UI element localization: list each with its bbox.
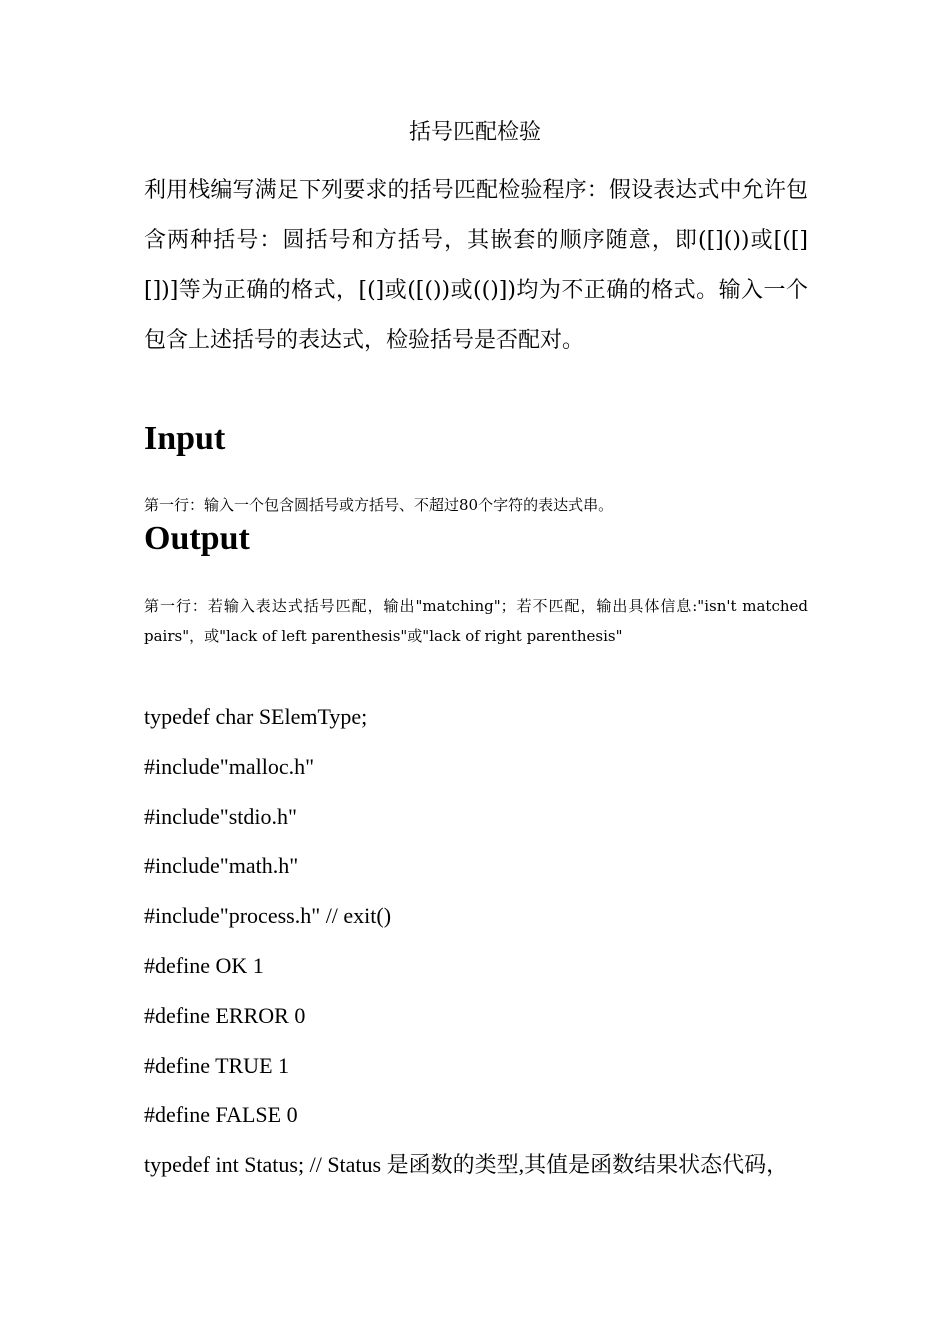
problem-description-paragraph: 利用栈编写满足下列要求的括号匹配检验程序：假设表达式中允许包含两种括号：圆括号和方括号，其嵌套的顺序随意，即([]())或[([][])]等为正确的格式，[(]或([())或(()])均为不正确的格式。输入一个包含上述括号的表达式，检验括号是否配对。: [144, 178, 808, 353]
input-description: 第一行：输入一个包含圆括号或方括号、不超过80个字符的表达式串。: [144, 496, 614, 514]
output-description: 第一行：若输入表达式括号匹配，输出"matching"；若不匹配，输出具体信息:"isn't matched pairs"，或"lack of left parenthesis"或"lack of right parenthesis": [144, 597, 808, 645]
code-line: #include"math.h": [144, 853, 299, 879]
page-title: 括号匹配检验: [408, 120, 541, 145]
code-line: #define OK 1: [144, 952, 264, 978]
code-line: #define ERROR 0: [144, 1002, 306, 1028]
code-listing: [144, 692, 844, 1190]
output-heading: Output: [144, 520, 250, 557]
code-line: typedef char SElemType;: [144, 704, 368, 729]
code-line: #define FALSE 0: [144, 1102, 298, 1128]
code-line: #include"stdio.h": [144, 803, 298, 829]
problem-description: [144, 166, 808, 366]
input-heading: Input: [144, 420, 226, 457]
code-line: #include"malloc.h": [144, 753, 315, 779]
code-line: typedef int Status; // Status 是函数的类型,其值是函数结果状态代码，: [144, 1152, 789, 1178]
code-line: #include"process.h" // exit(): [144, 903, 392, 929]
code-line: #define TRUE 1: [144, 1052, 290, 1078]
